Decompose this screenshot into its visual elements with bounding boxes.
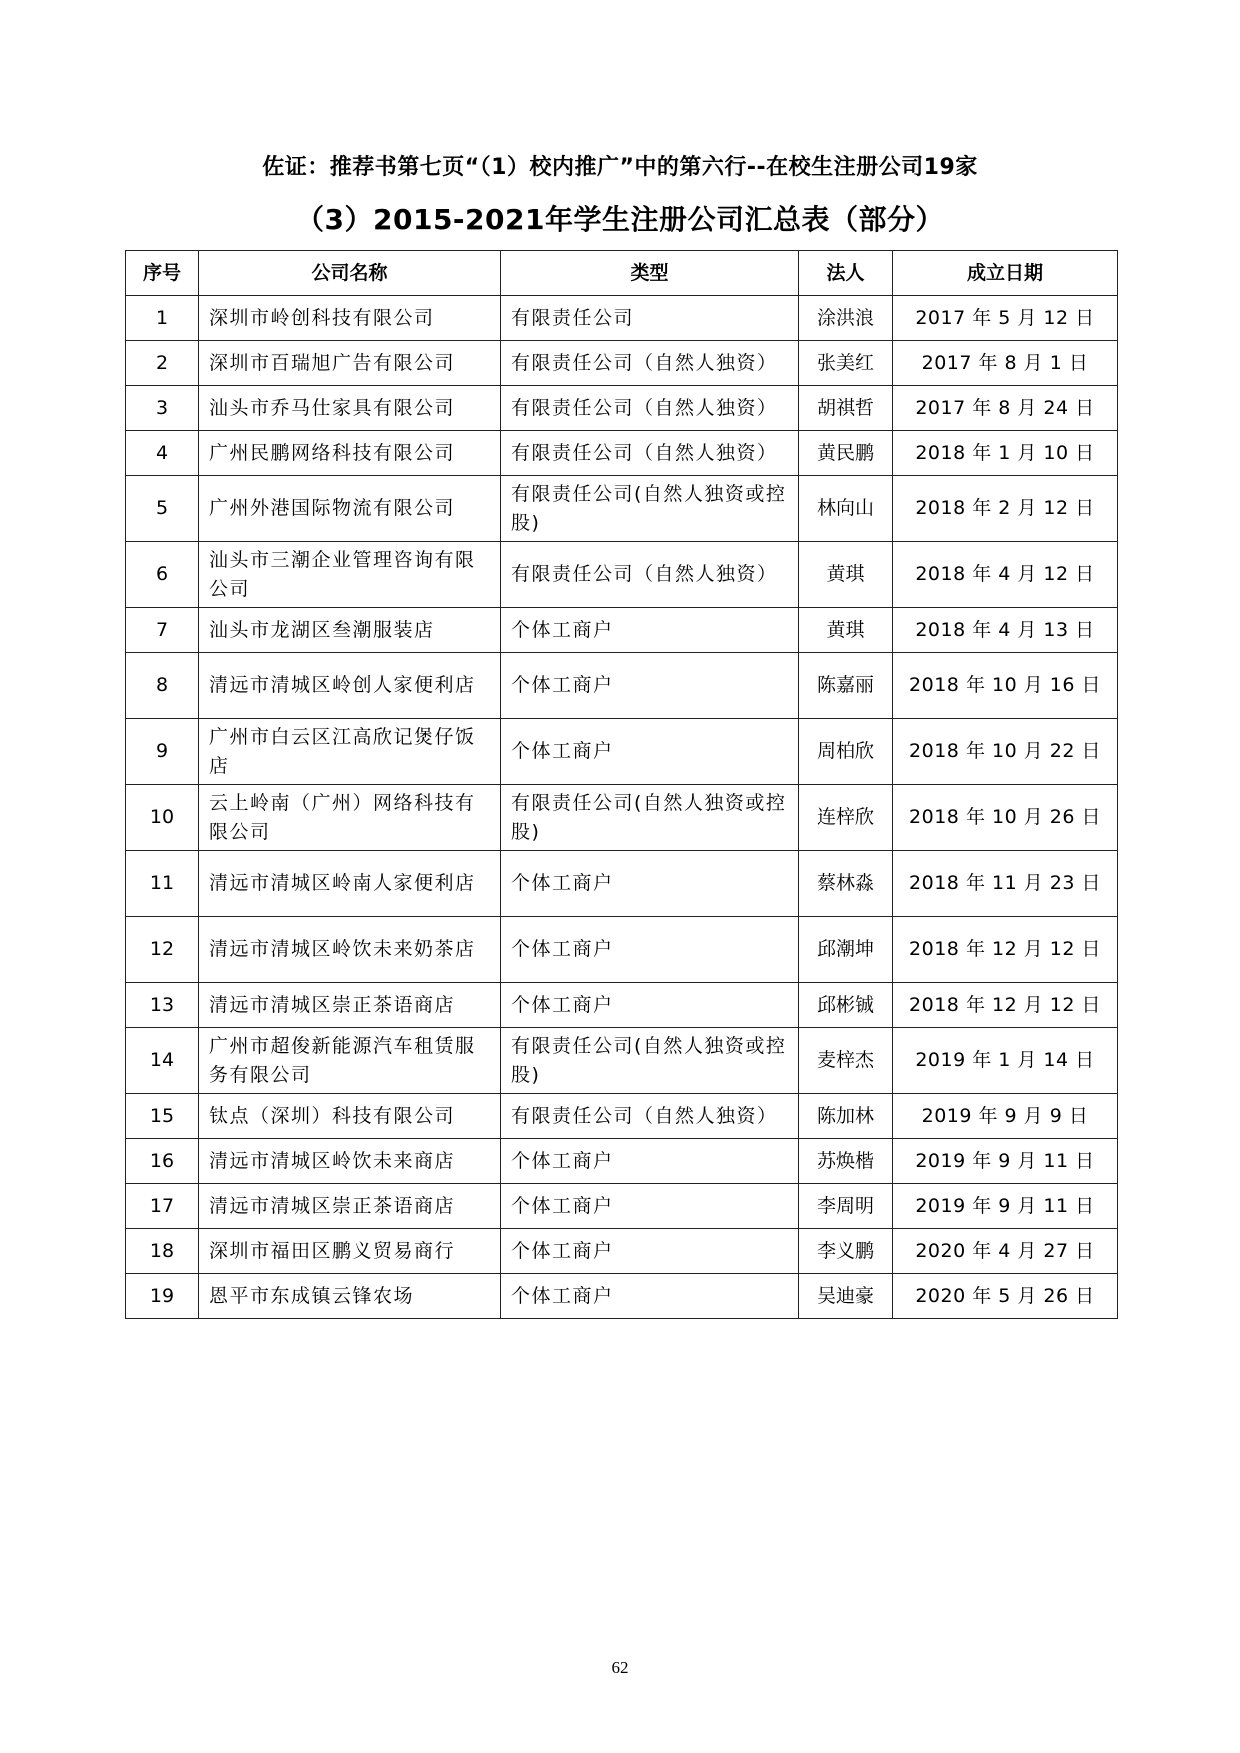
cell-legal-person: 苏焕楷 — [799, 1139, 893, 1184]
cell-legal-person: 周柏欣 — [799, 719, 893, 785]
cell-legal-person: 胡祺哲 — [799, 386, 893, 431]
page-title: （3）2015-2021年学生注册公司汇总表（部分） — [296, 203, 944, 236]
cell-company-name: 清远市清城区岭创人家便利店 — [199, 653, 501, 719]
table-row — [126, 386, 1118, 431]
cell-founded-date: 2018 年 12 月 12 日 — [893, 983, 1118, 1028]
table-row — [126, 653, 1118, 719]
cell-founded-date: 2018 年 10 月 26 日 — [893, 785, 1118, 851]
cell-no: 18 — [126, 1229, 199, 1274]
cell-company-name: 汕头市三潮企业管理咨询有限公司 — [199, 542, 501, 608]
cell-company-name: 深圳市福田区鹏义贸易商行 — [199, 1229, 501, 1274]
cell-no: 7 — [126, 608, 199, 653]
cell-founded-date: 2020 年 5 月 26 日 — [893, 1274, 1118, 1319]
cell-founded-date: 2017 年 5 月 12 日 — [893, 296, 1118, 341]
cell-company-type: 有限责任公司(自然人独资或控股) — [501, 1028, 799, 1094]
cell-founded-date: 2018 年 4 月 12 日 — [893, 542, 1118, 608]
cell-legal-person: 陈嘉丽 — [799, 653, 893, 719]
table-row — [126, 296, 1118, 341]
cell-legal-person: 麦梓杰 — [799, 1028, 893, 1094]
cell-legal-person: 黄民鹏 — [799, 431, 893, 476]
cell-founded-date: 2019 年 9 月 9 日 — [893, 1094, 1118, 1139]
cell-no: 8 — [126, 653, 199, 719]
cell-founded-date: 2018 年 1 月 10 日 — [893, 431, 1118, 476]
cell-no: 16 — [126, 1139, 199, 1184]
cell-no: 15 — [126, 1094, 199, 1139]
cell-company-name: 清远市清城区岭饮未来商店 — [199, 1139, 501, 1184]
table-row — [126, 1229, 1118, 1274]
cell-company-type: 个体工商户 — [501, 719, 799, 785]
cell-no: 11 — [126, 851, 199, 917]
table-row — [126, 1274, 1118, 1319]
cell-founded-date: 2020 年 4 月 27 日 — [893, 1229, 1118, 1274]
column-header-no: 序号 — [126, 251, 199, 296]
column-header-type: 类型 — [501, 251, 799, 296]
table-row — [126, 719, 1118, 785]
table-row — [126, 785, 1118, 851]
cell-founded-date: 2018 年 12 月 12 日 — [893, 917, 1118, 983]
cell-company-type: 有限责任公司（自然人独资） — [501, 1094, 799, 1139]
table-row — [126, 476, 1118, 542]
cell-company-name: 深圳市岭创科技有限公司 — [199, 296, 501, 341]
table-row — [126, 1184, 1118, 1229]
cell-company-type: 个体工商户 — [501, 983, 799, 1028]
table-row — [126, 341, 1118, 386]
cell-company-name: 钛点（深圳）科技有限公司 — [199, 1094, 501, 1139]
cell-no: 13 — [126, 983, 199, 1028]
cell-company-name: 广州市白云区江高欣记煲仔饭店 — [199, 719, 501, 785]
column-header-name: 公司名称 — [199, 251, 501, 296]
cell-legal-person: 邱彬铖 — [799, 983, 893, 1028]
cell-company-name: 广州市超俊新能源汽车租赁服务有限公司 — [199, 1028, 501, 1094]
cell-no: 19 — [126, 1274, 199, 1319]
cell-legal-person: 蔡林淼 — [799, 851, 893, 917]
cell-company-type: 有限责任公司（自然人独资） — [501, 386, 799, 431]
cell-legal-person: 黄琪 — [799, 542, 893, 608]
cell-company-type: 个体工商户 — [501, 851, 799, 917]
cell-company-name: 广州民鹏网络科技有限公司 — [199, 431, 501, 476]
cell-company-type: 个体工商户 — [501, 1184, 799, 1229]
cell-founded-date: 2018 年 2 月 12 日 — [893, 476, 1118, 542]
cell-company-type: 有限责任公司 — [501, 296, 799, 341]
cell-company-name: 云上岭南（广州）网络科技有限公司 — [199, 785, 501, 851]
cell-no: 2 — [126, 341, 199, 386]
cell-legal-person: 连梓欣 — [799, 785, 893, 851]
cell-company-name: 清远市清城区岭饮未来奶茶店 — [199, 917, 501, 983]
table-row — [126, 917, 1118, 983]
cell-founded-date: 2018 年 10 月 16 日 — [893, 653, 1118, 719]
cell-no: 3 — [126, 386, 199, 431]
cell-legal-person: 李义鹏 — [799, 1229, 893, 1274]
cell-company-name: 清远市清城区崇正茶语商店 — [199, 1184, 501, 1229]
cell-legal-person: 李周明 — [799, 1184, 893, 1229]
cell-company-type: 个体工商户 — [501, 608, 799, 653]
cell-company-type: 有限责任公司（自然人独资） — [501, 341, 799, 386]
table-row — [126, 431, 1118, 476]
cell-company-type: 个体工商户 — [501, 917, 799, 983]
cell-legal-person: 张美红 — [799, 341, 893, 386]
page-subtitle: 佐证：推荐书第七页“（1）校内推广”中的第六行--在校生注册公司19家 — [262, 155, 978, 180]
cell-company-name: 清远市清城区岭南人家便利店 — [199, 851, 501, 917]
cell-founded-date: 2017 年 8 月 1 日 — [893, 341, 1118, 386]
cell-company-name: 汕头市龙湖区叁潮服装店 — [199, 608, 501, 653]
cell-legal-person: 陈加林 — [799, 1094, 893, 1139]
cell-company-name: 广州外港国际物流有限公司 — [199, 476, 501, 542]
column-header-date: 成立日期 — [893, 251, 1118, 296]
cell-company-name: 清远市清城区崇正茶语商店 — [199, 983, 501, 1028]
cell-company-type: 有限责任公司(自然人独资或控股) — [501, 785, 799, 851]
table-header-row — [126, 251, 1118, 296]
cell-company-name: 深圳市百瑞旭广告有限公司 — [199, 341, 501, 386]
cell-no: 4 — [126, 431, 199, 476]
cell-founded-date: 2018 年 10 月 22 日 — [893, 719, 1118, 785]
column-header-person: 法人 — [799, 251, 893, 296]
cell-founded-date: 2019 年 9 月 11 日 — [893, 1139, 1118, 1184]
cell-company-type: 个体工商户 — [501, 1229, 799, 1274]
cell-founded-date: 2018 年 11 月 23 日 — [893, 851, 1118, 917]
cell-no: 9 — [126, 719, 199, 785]
cell-legal-person: 林向山 — [799, 476, 893, 542]
cell-legal-person: 黄琪 — [799, 608, 893, 653]
cell-founded-date: 2017 年 8 月 24 日 — [893, 386, 1118, 431]
table-row — [126, 851, 1118, 917]
cell-company-type: 有限责任公司（自然人独资） — [501, 542, 799, 608]
cell-no: 6 — [126, 542, 199, 608]
cell-company-type: 有限责任公司（自然人独资） — [501, 431, 799, 476]
table-row — [126, 1028, 1118, 1094]
cell-legal-person: 邱潮坤 — [799, 917, 893, 983]
cell-company-type: 有限责任公司(自然人独资或控股) — [501, 476, 799, 542]
cell-no: 1 — [126, 296, 199, 341]
cell-company-type: 个体工商户 — [501, 653, 799, 719]
table-row — [126, 983, 1118, 1028]
cell-founded-date: 2019 年 9 月 11 日 — [893, 1184, 1118, 1229]
cell-founded-date: 2018 年 4 月 13 日 — [893, 608, 1118, 653]
cell-no: 14 — [126, 1028, 199, 1094]
table-row — [126, 542, 1118, 608]
cell-no: 5 — [126, 476, 199, 542]
table-row — [126, 608, 1118, 653]
page-number: 62 — [611, 1658, 629, 1677]
cell-no: 10 — [126, 785, 199, 851]
company-table — [125, 250, 1118, 1319]
cell-no: 12 — [126, 917, 199, 983]
cell-no: 17 — [126, 1184, 199, 1229]
cell-company-name: 恩平市东成镇云锋农场 — [199, 1274, 501, 1319]
cell-company-name: 汕头市乔马仕家具有限公司 — [199, 386, 501, 431]
cell-legal-person: 涂洪浪 — [799, 296, 893, 341]
cell-company-type: 个体工商户 — [501, 1274, 799, 1319]
table-row — [126, 1094, 1118, 1139]
table-row — [126, 1139, 1118, 1184]
cell-company-type: 个体工商户 — [501, 1139, 799, 1184]
cell-legal-person: 吴迪豪 — [799, 1274, 893, 1319]
cell-founded-date: 2019 年 1 月 14 日 — [893, 1028, 1118, 1094]
